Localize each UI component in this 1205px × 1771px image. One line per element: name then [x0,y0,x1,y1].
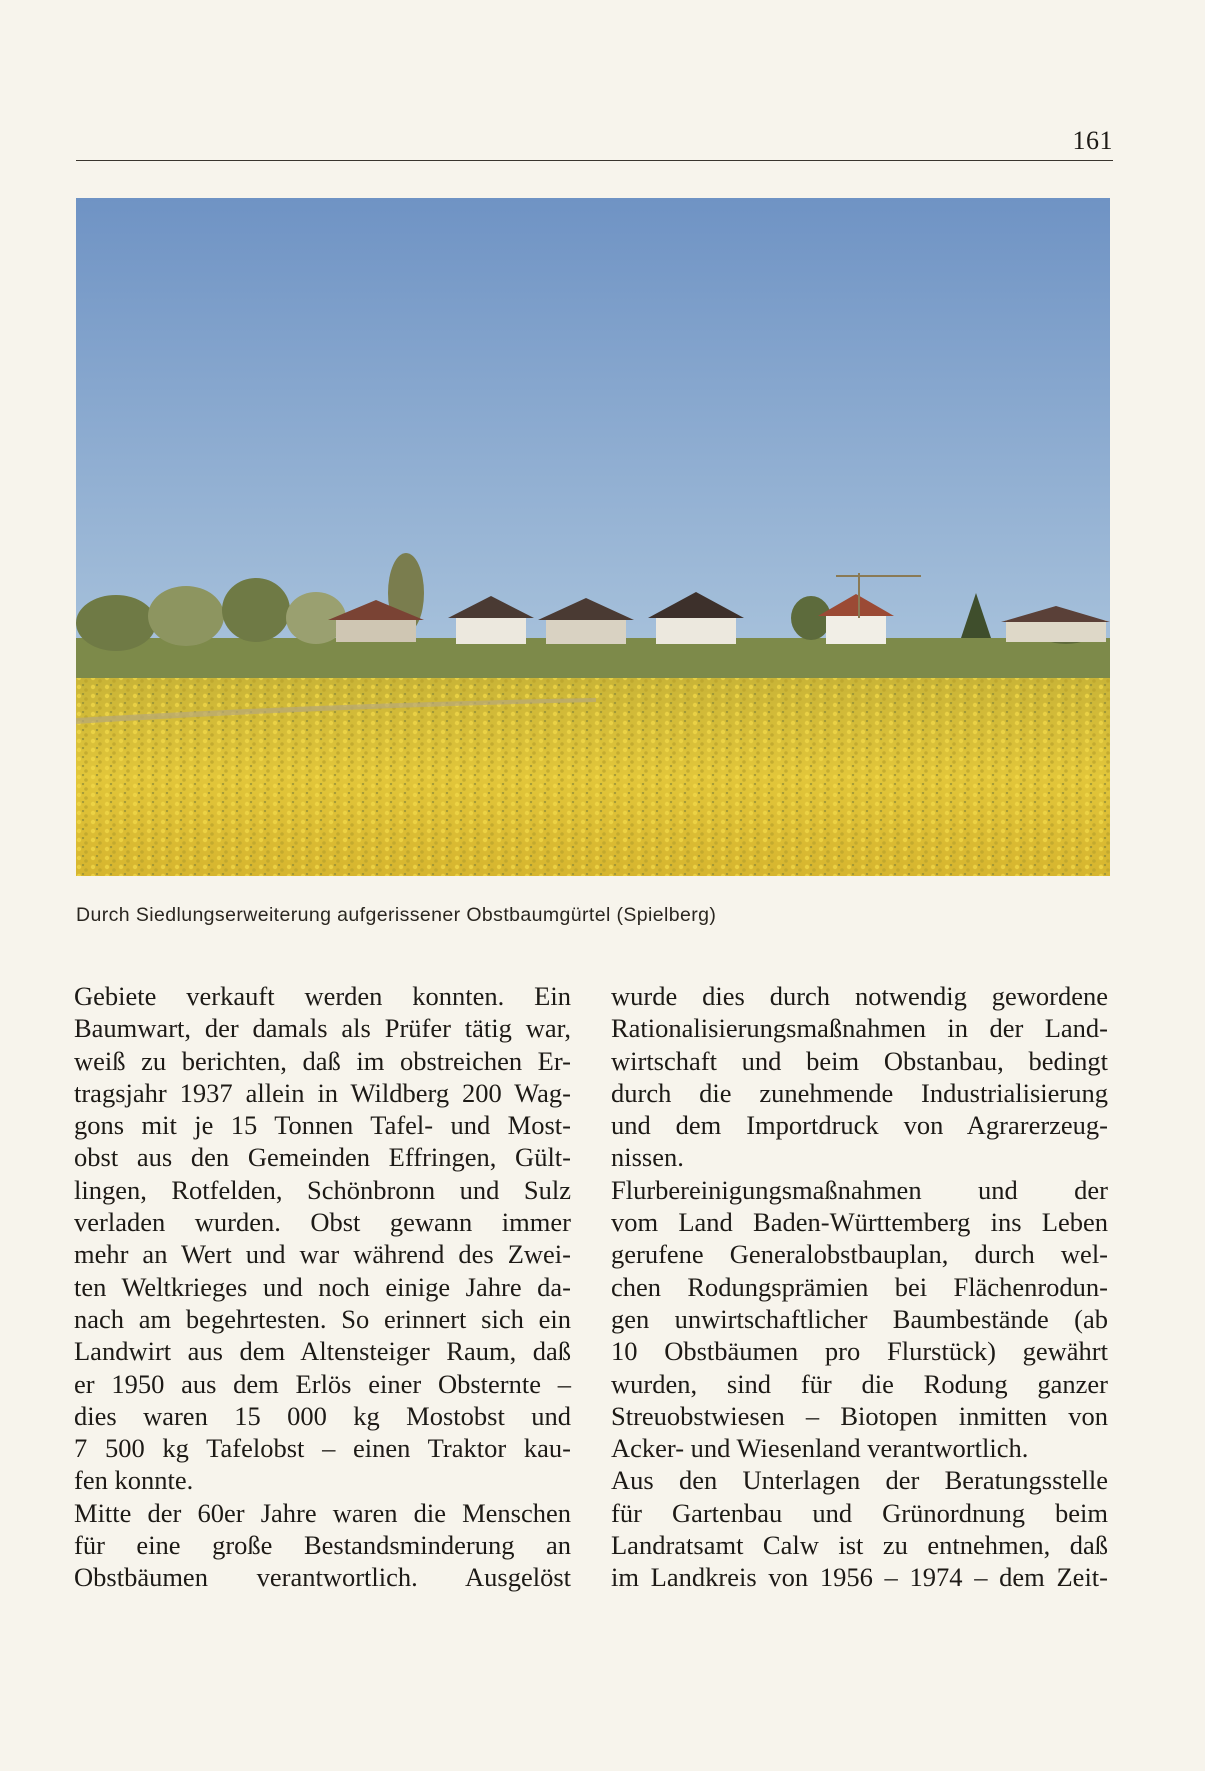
text-line: durch die zunehmende Industrialisierung [611,1077,1108,1108]
text-line: 7 500 kg Tafelobst – einen Traktor kau- [74,1433,571,1464]
text-line: mehr an Wert und war während des Zwei- [74,1239,571,1270]
text-line: Flurbereinigungsmaßnahmen und der [611,1174,1108,1205]
text-line: wurde dies durch notwendig gewordene [611,981,1108,1011]
text-line: Aus den Unterlagen der Beratungsstelle [611,1465,1108,1496]
text-line: Rationalisierungsmaßnahmen in der Land- [611,1013,1108,1044]
text-line: gons mit je 15 Tonnen Tafel- und Most- [74,1110,571,1141]
text-line: vom Land Baden-Württemberg ins Leben [611,1207,1108,1238]
text-line: gerufene Generalobstbauplan, durch wel- [611,1239,1108,1270]
text-line: Streuobstwiesen – Biotopen inmitten von [611,1400,1108,1431]
text-line: Gebiete verkauft werden konnten. Ein [74,981,571,1011]
text-line: ten Weltkrieges und noch einige Jahre da- [74,1271,571,1302]
text-line: er 1950 aus dem Erlös einer Obsternte – [74,1368,571,1399]
text-line: chen Rodungsprämien bei Flächenrodun- [611,1271,1108,1302]
figure-caption: Durch Siedlungserweiterung aufgerissener Obstbaumgürtel (Spielberg) [76,904,717,926]
text-line: und dem Importdruck von Agrarerzeug- [611,1110,1108,1141]
text-line: Mitte der 60er Jahre waren die Menschen [74,1497,571,1528]
text-line: 10 Obstbäumen pro Flurstück) gewährt [611,1336,1108,1367]
text-line: nissen. [611,1142,684,1173]
landscape-photo [76,198,1110,876]
text-line: für Gartenbau und Grünordnung beim [611,1497,1108,1528]
text-line: Baumwart, der damals als Prüfer tätig war, [74,1013,571,1044]
text-line: wirtschaft und beim Obstanbau, bedingt [611,1045,1108,1076]
text-line: lingen, Rotfelden, Schönbronn und Sulz [74,1174,571,1205]
text-line: fen konnte. [74,1465,194,1496]
text-line: wurden, sind für die Rodung ganzer [611,1368,1108,1399]
text-line: Landratsamt Calw ist zu entnehmen, daß [611,1530,1108,1561]
text-line: obst aus den Gemeinden Effringen, Gült- [74,1142,571,1173]
page-number: 161 [1072,126,1113,155]
header-rule [76,160,1113,161]
text-line: tragsjahr 1937 allein in Wildberg 200 Wag- [74,1077,571,1108]
text-column-right [611,980,1108,1594]
text-line: Acker- und Wiesenland verantwortlich. [611,1433,1029,1464]
text-column-left [74,980,571,1594]
text-line: Obstbäumen verantwortlich. Ausgelöst [74,1562,571,1593]
text-line: nach am begehrtesten. So erinnert sich ein [74,1303,571,1334]
text-line: dies waren 15 000 kg Mostobst und [74,1400,571,1431]
text-line: gen unwirtschaftlicher Baumbestände (ab [611,1303,1108,1334]
text-line: verladen wurden. Obst gewann immer [74,1207,571,1238]
text-line: für eine große Bestandsminderung an [74,1530,571,1561]
text-line: Landwirt aus dem Altensteiger Raum, daß [74,1336,571,1367]
text-line: im Landkreis von 1956 – 1974 – dem Zeit- [611,1562,1108,1593]
text-line: weiß zu berichten, daß im obstreichen Er- [74,1045,571,1076]
